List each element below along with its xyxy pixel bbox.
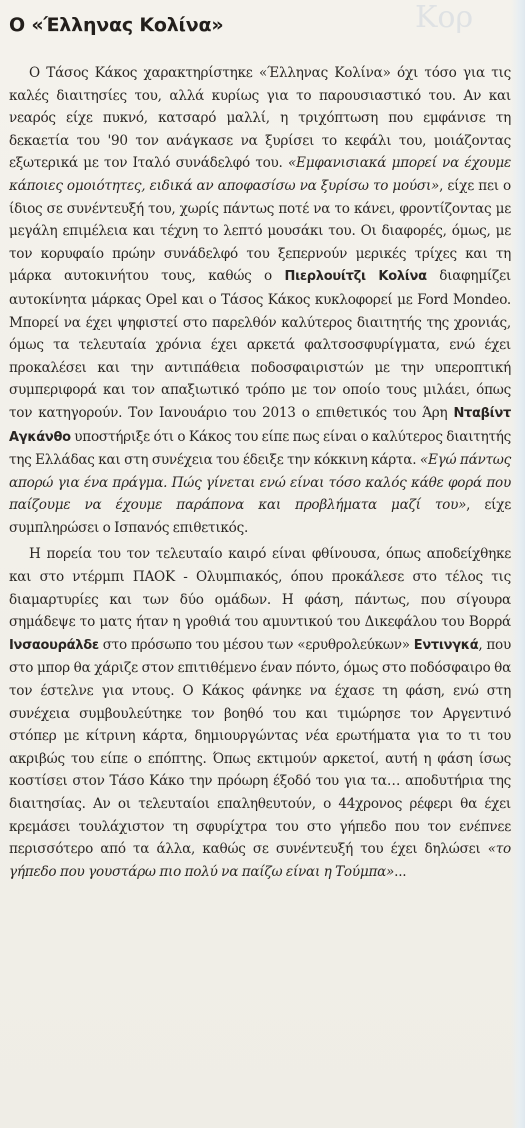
quote-italic: «Εγώ πάντως απορώ για ένα πράγμα. Πώς γίνεται ενώ είναι τόσο καλός κάθε φορά που παίζουμε να έχουμε παράπονα και προβλήματα μαζί του» <box>9 452 512 514</box>
text-run: στο πρόσωπο του μέσου των «ερυθρολεύκων» <box>98 636 414 653</box>
paragraph-2 <box>9 543 511 883</box>
page-edge <box>511 0 525 1128</box>
text-run: υποστήριξε ότι ο Κάκος του είπε πως είναι ο καλύτερος διαιτητής της Ελλάδας και στη συνέχεια του έδειξε την κόκκινη κάρτα. <box>9 428 511 469</box>
text-run: Η πορεία του τον τελευταίο καιρό είναι φθίνουσα, όπως αποδείχθηκε και στο ντέρμπι ΠΑΟΚ - Ολυμπιακός, όπου προκάλεσε στο τέλος τις διαμαρτυρίες και των δύο ομάδων. Η φάση, πάντως, που σίγουρα σημάδεψε το ματς ήταν η γροθιά του αμυντικού του Δικεφάλου του Βορρά <box>9 546 511 631</box>
text-run: , που στο μπορ θα χάριζε στον επιτιθέμενο έναν πόντο, όμως στο ποδόσφαιρο θα τον έστελνε για ντους. Ο Κάκος φάνηκε να έχασε τη φάση, ενώ στη συνέχεια συμβουλεύτηκε τον βοηθό του και τιμώρησε τον Αργεντινό στόπερ με κίτρινη κάρτα, δημιουργώντας νέα ερωτήματα για το τι του ακριβώς του είπε ο επόπτης. Όπως εκτιμούν αρκετοί, αυτή η φάση ίσως κοστίσει στον Τάσο Κάκο την πρόωρη έξοδό του για τα… αποδυτήρια της διαιτησίας. Αν οι τελευταίοι επαληθευτούν, ο 44χρονος ρέφερι θα έχει κρεμάσει τουλάχιστον τη σφυρίχτρα του στο γήπεδο που τον ενέπνεε περισσότερο από τα άλλα, καθώς σε συνέντευξή του έχει δηλώσει <box>9 636 511 858</box>
text-run: ... <box>394 863 407 880</box>
quote-italic: «το γήπεδο που γουστάρω πιο πολύ να παίζω είναι η Τούμπα» <box>9 841 511 880</box>
article-body <box>9 62 511 883</box>
name-bold: Νταβίντ Αγκάνθο <box>9 405 511 445</box>
text-run: , είχε συμπληρώσει ο Ισπανός επιθετικός. <box>9 497 512 536</box>
quote-italic: «Εμφανισιακά μπορεί να έχουμε κάποιες ομοιότητες, ειδικά αν αποφασίσω να ξυρίσω το μούσι» <box>9 155 511 194</box>
bleed-through-text: Κορ <box>415 0 474 35</box>
name-bold: Πιερλουίτζι Κολίνα <box>284 269 427 285</box>
paragraph-1 <box>9 62 511 539</box>
text-run: Ο Τάσος Κάκος χαρακτηρίστηκε «Έλληνας Κολίνα» όχι τόσο για τις καλές διαιτησίες του, αλλά κυρίως για το παρουσιαστικό του. Αν και νεαρός είχε πυκνό, κατσαρό μαλλί, η τριχόπτωση που εμφάνισε τη δεκαετία του '90 τον ανάγκασε να ξυρίσει το κεφάλι του, μοιάζοντας εξωτερικά με τον Ιταλό συνάδελφό του. <box>9 65 511 172</box>
name-bold: Ινσαουράλδε <box>9 637 99 653</box>
name-bold: Εντινγκά <box>413 637 479 653</box>
text-run: διαφημίζει αυτοκίνητα μάρκας Opel και ο Τάσος Κάκος κυκλοφορεί με Ford Mondeo. Μπορεί να έχει ψηφιστεί στο παρελθόν καλύτερος διαιτητής της χρονιάς, όμως τα τελευταία χρόνια έχει αρκετά φαλτσοσφυρίγματα, ενώ έχει προκαλέσει και την αντιπάθεια ποδοσφαιριστών με την υπεροπτική συμπεριφορά και τον απαξιωτικό τρόπο με τον οποίο τους μιλάει, όπως τον κατηγορούν. Τον Ιανουάριο του 2013 ο επιθετικός του Άρη <box>9 268 511 421</box>
article-headline: Ο «Έλληνας Κολίνα» <box>9 14 224 36</box>
text-run: , είχε πει ο ίδιος σε συνέντευξή του, χωρίς πάντως ποτέ να το κάνει, φροντίζοντας με μεγάλη επιμέλεια και τέχνη το λεπτό μουσάκι του. Οι διαφορές, όμως, με τον κορυφαίο πρώην συνάδελφό του ξεπερνούν μερικές τρίχες και τη μάρκα αυτοκινήτου τους, καθώς ο <box>9 177 511 285</box>
